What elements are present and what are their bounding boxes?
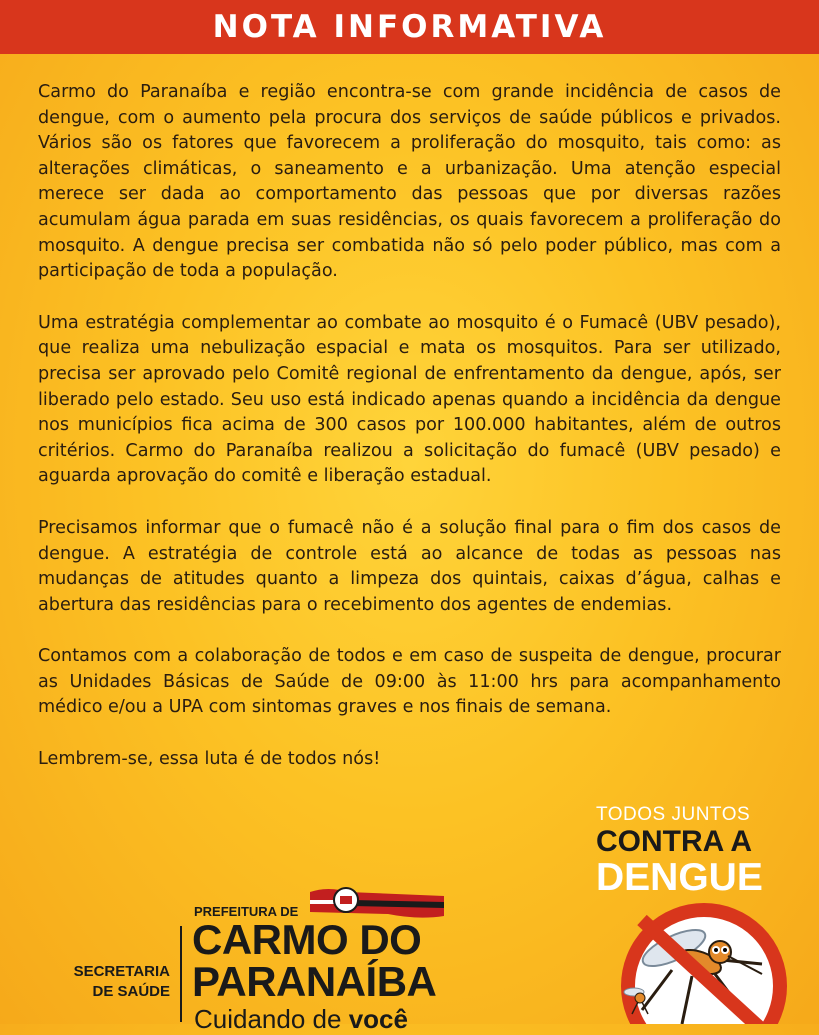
campaign-badge (596, 804, 786, 898)
closing-line: Lembrem-se, essa luta é de todos nós! (38, 749, 381, 770)
secretaria-label (50, 962, 170, 1002)
header-banner (0, 0, 819, 54)
slogan (194, 1004, 408, 1035)
prefeitura-label: PREFEITURA DE (194, 904, 299, 919)
paragraph-4: Contamos com a colaboração de todos e em caso de suspeita de dengue, procurar as Unidades Básicas de Saúde de 09:00 às 11:00 hrs para acompanhamento médico e/ou a UPA com sintomas graves e nos finais de semana. (38, 646, 781, 718)
notice-body (38, 80, 781, 799)
paragraph-2: Uma estratégia complementar ao combate ao mosquito é o Fumacê (UBV pesado), que realiza uma nebulização espacial e mata os mosquitos. Para ser utilizado, precisa ser aprovado pelo Comitê regional de enfrentamento da dengue, após, ser liberado pelo estado. Seu uso está indicado apenas quando a incidência da dengue nos municípios fica acima de 300 casos por 100.000 habitantes, além de outros critérios. Carmo do Paranaíba realizou a solicitação do fumacê (UBV pesado) e aguarda aprovação do comitê e liberação estadual. (38, 312, 781, 487)
no-mosquito-icon (612, 900, 792, 1024)
paragraph-3: Precisamos informar que o fumacê não é a solução final para o fim dos casos de dengue. A estratégia de controle está ao alcance de todas as pessoas nas mudanças de atitudes quanto a limpeza dos quintais, caixas d’água, calhas e abertura das residências para o recebimento dos agentes de endemias. (38, 517, 781, 615)
page-title: NOTA INFORMATIVA (212, 9, 607, 45)
city-name-line-2: PARANAÍBA (192, 958, 437, 1005)
campaign-line-2: CONTRA A (596, 825, 753, 858)
logo-divider (180, 926, 182, 1022)
campaign-line-3: DENGUE (596, 856, 763, 899)
campaign-line-1: TODOS JUNTOS (596, 804, 751, 825)
slogan-emphasis: você (348, 1004, 408, 1034)
slogan-prefix: Cuidando de (194, 1004, 349, 1034)
city-name-line-1: CARMO DO (192, 916, 422, 963)
secretaria-line-2: DE SAÚDE (92, 983, 170, 1000)
secretaria-line-1: SECRETARIA (73, 963, 170, 980)
prefeitura-logo (0, 880, 600, 1034)
paragraph-1: Carmo do Paranaíba e região encontra-se com grande incidência de casos de dengue, com o aumento pela procura dos serviços de saúde públicos e privados. Vários são os fatores que favorecem a proliferação do mosquito, tais como: as alterações climáticas, o saneamento e a urbanização. Uma atenção especial merece ser dada ao comportamento das pessoas que por diversas razões acumulam água parada em suas residências, os quais favorecem a proliferação do mosquito. A dengue precisa ser combatida não só pelo poder público, mas com a participação de toda a população. (38, 82, 781, 282)
